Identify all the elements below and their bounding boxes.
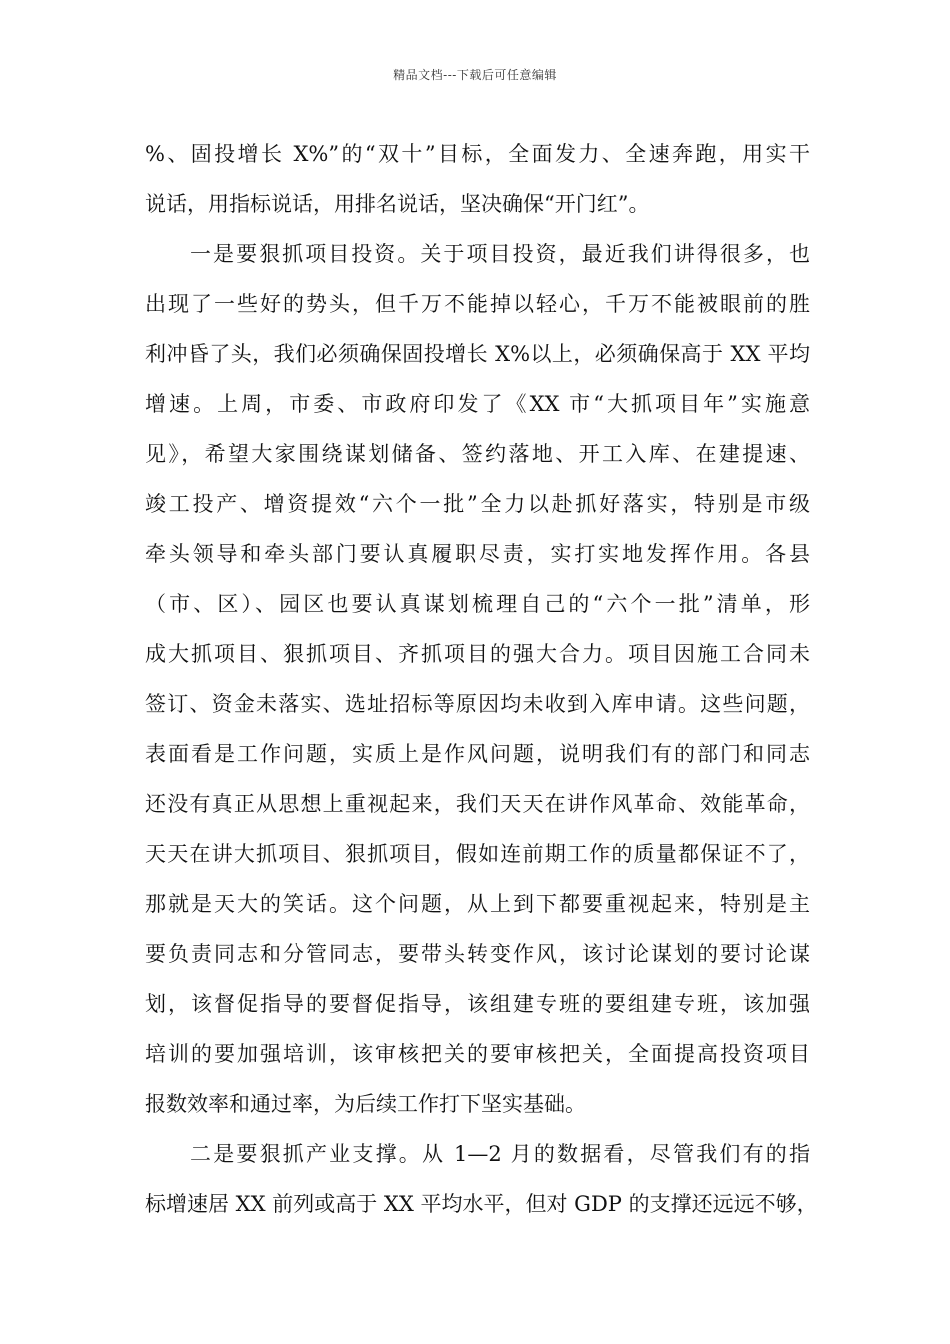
text-line: 竣工投产、增资提效“六个一批”全力以赴抓好落实，特别是市级	[145, 492, 810, 516]
page-header: 精品文档---下载后可任意编辑	[393, 68, 557, 82]
text-line: 牵头领导和牵头部门要认真履职尽责，实打实地发挥作用。各县	[145, 542, 810, 566]
text-line: 见》，希望大家围绕谋划储备、签约落地、开工入库、在建提速、	[145, 442, 810, 466]
text-line: 利冲昏了头，我们必须确保固投增长 X%以上，必须确保高于 XX 平均	[145, 342, 810, 366]
text-line: %、固投增长 X%”的“双十”目标，全面发力、全速奔跑，用实干	[145, 142, 810, 166]
text-line: 标增速居 XX 前列或高于 XX 平均水平，但对 GDP 的支撑还远远不够，	[145, 1192, 818, 1216]
text-line: 说话，用指标说话，用排名说话，坚决确保“开门红”。	[145, 192, 650, 216]
text-line: 二是要狠抓产业支撑。从 1—2 月的数据看，尽管我们有的指	[190, 1142, 810, 1166]
text-line: 报数效率和通过率，为后续工作打下坚实基础。	[145, 1092, 586, 1116]
text-line: 出现了一些好的势头，但千万不能掉以轻心，千万不能被眼前的胜	[145, 292, 810, 316]
text-line: 成大抓项目、狠抓项目、齐抓项目的强大合力。项目因施工合同未	[145, 642, 810, 666]
text-line: 划，该督促指导的要督促指导，该组建专班的要组建专班，该加强	[145, 992, 810, 1016]
text-line: 表面看是工作问题，实质上是作风问题，说明我们有的部门和同志	[145, 742, 810, 766]
text-line: 一是要狠抓项目投资。关于项目投资，最近我们讲得很多，也	[190, 242, 810, 266]
text-line: 培训的要加强培训，该审核把关的要审核把关，全面提高投资项目	[145, 1042, 810, 1066]
document-body	[145, 129, 818, 1229]
text-line: 增速。上周，市委、市政府印发了《XX 市“大抓项目年”实施意	[145, 392, 810, 416]
text-line: 要负责同志和分管同志，要带头转变作风，该讨论谋划的要讨论谋	[145, 942, 810, 966]
text-line: 签订、资金未落实、选址招标等原因均未收到入库申请。这些问题，	[145, 692, 810, 716]
text-line: 还没有真正从思想上重视起来，我们天天在讲作风革命、效能革命，	[145, 792, 810, 816]
text-line: （市、区）、园区也要认真谋划梳理自己的“六个一批”清单，形	[145, 592, 810, 616]
text-line: 那就是天大的笑话。这个问题，从上到下都要重视起来，特别是主	[145, 892, 810, 916]
text-line: 天天在讲大抓项目、狠抓项目，假如连前期工作的质量都保证不了，	[145, 842, 810, 866]
